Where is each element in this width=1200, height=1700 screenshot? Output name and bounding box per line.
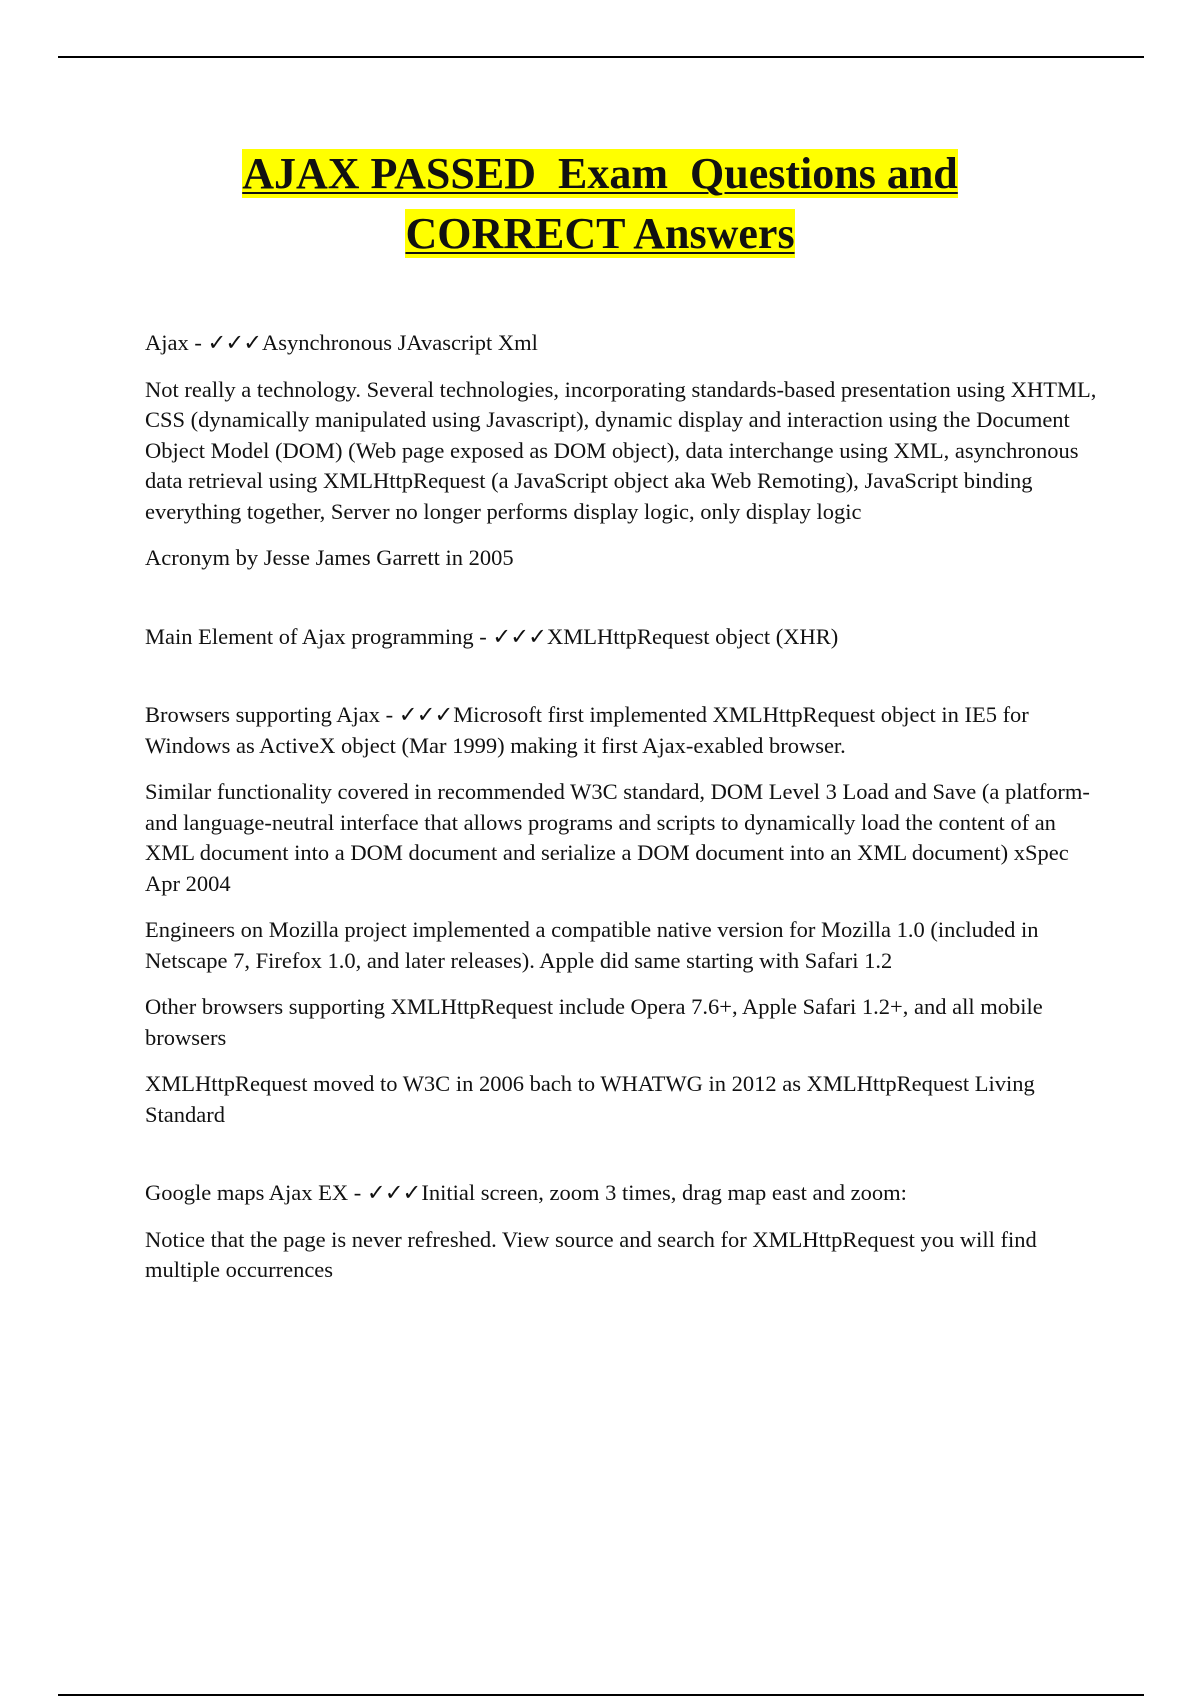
answer-text: Asynchronous JAvascript Xml <box>262 330 538 355</box>
title-line-1: AJAX PASSED Exam Questions and <box>242 149 958 198</box>
check-marks-icon: ✓✓✓ <box>366 1180 421 1205</box>
qa-line <box>145 1178 1105 1209</box>
paragraph: Other browsers supporting XMLHttpRequest include Opera 7.6+, Apple Safari 1.2+, and all mobile browsers <box>145 994 1043 1050</box>
question-text: Ajax - <box>145 330 208 355</box>
check-marks-icon: ✓✓✓ <box>207 330 262 355</box>
paragraph: Engineers on Mozilla project implemented a compatible native version for Mozilla 1.0 (included in Netscape 7, Firefox 1.0, and later releases). Apple did same starting with Safari 1.2 <box>145 917 1039 973</box>
question-text: Google maps Ajax EX - <box>145 1180 367 1205</box>
footer-rule <box>58 1694 1144 1696</box>
document-title <box>0 144 1200 264</box>
header-rule <box>58 56 1144 58</box>
paragraph: Acronym by Jesse James Garrett in 2005 <box>145 545 514 570</box>
check-marks-icon: ✓✓✓ <box>492 623 546 649</box>
qa-line <box>145 328 1105 359</box>
question-text: Browsers supporting Ajax - <box>145 702 399 727</box>
question-text: Main Element of Ajax programming - <box>145 623 493 649</box>
answer-text: Initial screen, zoom 3 times, drag map east and zoom: <box>421 1180 907 1205</box>
paragraph: Notice that the page is never refreshed. View source and search for XMLHttpRequest you will find multiple occurrences <box>145 1226 1037 1282</box>
qa-line <box>145 700 1105 761</box>
title-line-2: CORRECT Answers <box>405 209 795 258</box>
document-body <box>145 328 1105 1302</box>
qa-line <box>145 622 1105 653</box>
paragraph: XMLHttpRequest moved to W3C in 2006 bach to WHATWG in 2012 as XMLHttpRequest Living Standard <box>145 1071 1035 1127</box>
paragraph: Not really a technology. Several technologies, incorporating standards-based presentation using XHTML, CSS (dynamically manipulated using Javascript), dynamic display and interaction using the Document Object Model (DOM) (Web page exposed as DOM object), data interchange using XML, asynchronous data retrieval using XMLHttpRequest (a JavaScript object aka Web Remoting), JavaScript binding everything together, Server no longer performs display logic, only display logic <box>145 376 1097 524</box>
answer-text: Microsoft first implemented XMLHttpRequest object in IE5 for Windows as ActiveX object (Mar 1999) making it first Ajax-exabled browser. <box>145 702 1029 758</box>
check-marks-icon: ✓✓✓ <box>398 702 453 727</box>
answer-text: XMLHttpRequest object (XHR) <box>546 623 839 649</box>
paragraph: Similar functionality covered in recommended W3C standard, DOM Level 3 Load and Save (a platform- and language-neutral interface that allows programs and scripts to dynamically load the content of an XML document into a DOM document and serialize a DOM document into an XML document) xSpec Apr 2004 <box>145 779 1090 896</box>
